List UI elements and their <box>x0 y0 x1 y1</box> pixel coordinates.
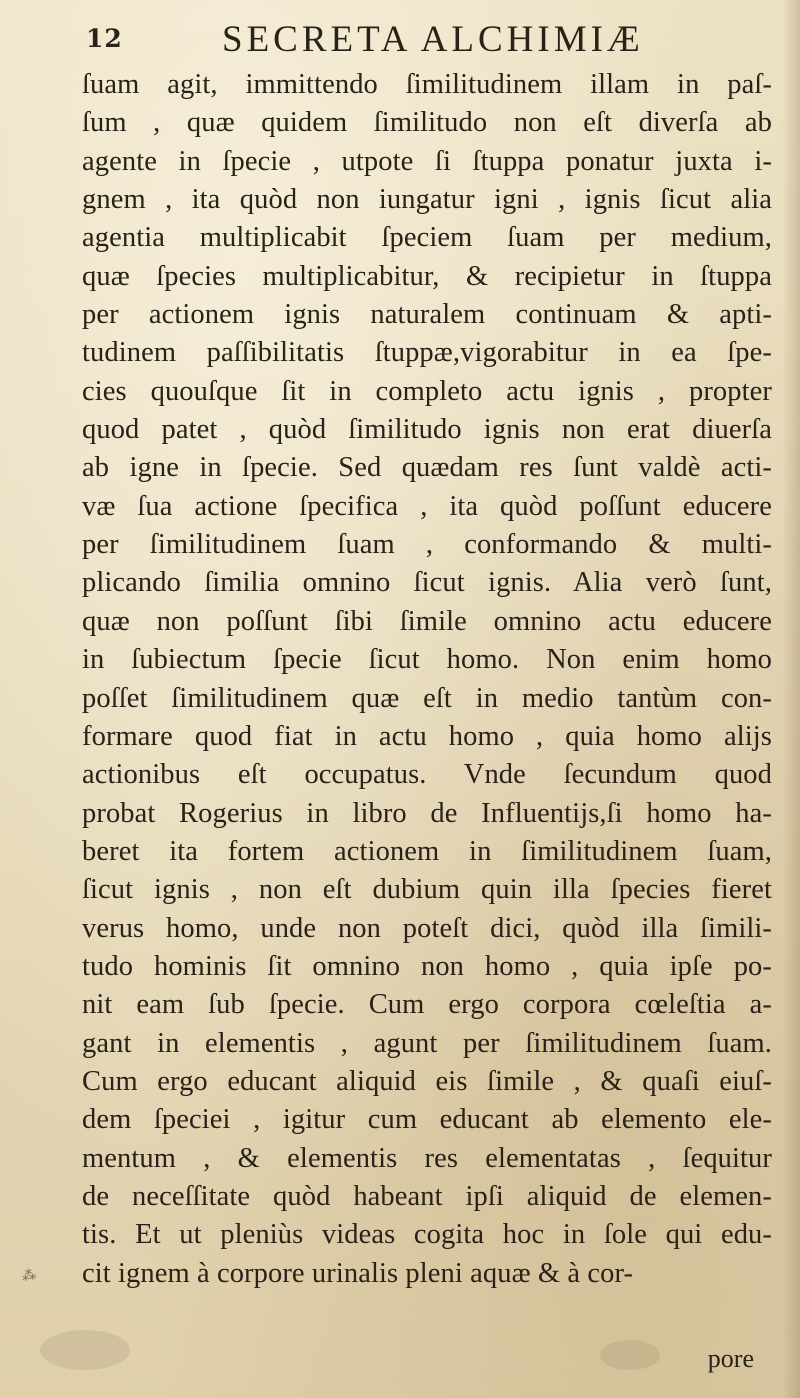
text-line: væ ſua actione ſpecifica , ita quòd poſſunt educere <box>82 490 772 522</box>
paper-stain <box>40 1330 130 1370</box>
text-line: plicando ſimilia omnino ſicut ignis. Alia verò ſunt, <box>82 567 772 599</box>
text-line: in ſubiectum ſpecie ſicut homo. Non enim homo <box>82 644 772 676</box>
text-line: quod patet , quòd ſimilitudo ignis non erat diuerſa <box>82 414 772 446</box>
text-line: ab igne in ſpecie. Sed quædam res ſunt valdè acti- <box>82 452 772 484</box>
text-line: agentia multiplicabit ſpeciem ſuam per medium, <box>82 222 772 254</box>
page-header <box>74 14 778 64</box>
text-line: mentum , & elementis res elementatas , ſequitur <box>82 1142 772 1174</box>
catchword: pore <box>707 1344 754 1373</box>
ink-bleed-mark: ⁂ <box>20 1267 38 1285</box>
body-text <box>82 66 772 1293</box>
text-line: per actionem ignis naturalem continuam & apti- <box>82 299 772 331</box>
text-line: agente in ſpecie , utpote ſi ſtuppa ponatur juxta i- <box>82 145 772 177</box>
text-line: tis. Et ut pleniùs videas cogita hoc in ſole qui edu- <box>82 1219 772 1251</box>
text-line: tudo hominis ſit omnino non homo , quia ipſe po- <box>82 950 772 982</box>
text-line: Cum ergo educant aliquid eis ſimile , & quaſi eiuſ- <box>82 1065 772 1097</box>
page-number: 12 <box>86 24 123 53</box>
text-line: formare quod fiat in actu homo , quia homo alijs <box>82 720 772 752</box>
text-line: ſuam agit, immittendo ſimilitudinem illam in paſ- <box>82 69 772 100</box>
text-line: verus homo, unde non poteſt dici, quòd illa ſimili- <box>82 912 772 944</box>
text-line: tudinem paſſibilitatis ſtuppæ,vigorabitur in ea ſpe- <box>82 337 772 369</box>
text-line: cies quouſque ſit in completo actu ignis , propter <box>82 375 772 407</box>
text-line: dem ſpeciei , igitur cum educant ab elemento ele- <box>82 1104 772 1136</box>
text-line: probat Rogerius in libro de Influentijs,ſi homo ha- <box>82 797 772 829</box>
text-line: nit eam ſub ſpecie. Cum ergo corpora cœleſtia a- <box>82 989 772 1021</box>
text-line: gnem , ita quòd non iungatur igni , ignis ſicut alia <box>82 184 772 216</box>
text-line: ſum , quæ quidem ſimilitudo non eſt diverſa ab <box>82 107 772 139</box>
text-line: cit ignem à corpore urinalis pleni aquæ & à cor- <box>82 1257 634 1289</box>
text-line: beret ita fortem actionem in ſimilitudinem ſuam, <box>82 835 772 867</box>
text-line: gant in elementis , agunt per ſimilitudinem ſuam. <box>82 1027 772 1059</box>
text-line: poſſet ſimilitudinem quæ eſt in medio tantùm con- <box>82 682 772 714</box>
text-line: ſicut ignis , non eſt dubium quin illa ſpecies fieret <box>82 874 772 906</box>
text-line: actionibus eſt occupatus. Vnde ſecundum quod <box>82 759 772 791</box>
text-line: quæ non poſſunt ſibi ſimile omnino actu educere <box>82 605 772 637</box>
running-title: SECRETA ALCHIMIÆ <box>222 19 644 60</box>
text-line: quæ ſpecies multiplicabitur, & recipietur in ſtuppa <box>82 260 772 292</box>
paper-stain <box>600 1340 660 1370</box>
text-line: per ſimilitudinem ſuam , conformando & multi- <box>82 529 772 561</box>
text-line: de neceſſitate quòd habeant ipſi aliquid de elemen- <box>82 1180 772 1212</box>
